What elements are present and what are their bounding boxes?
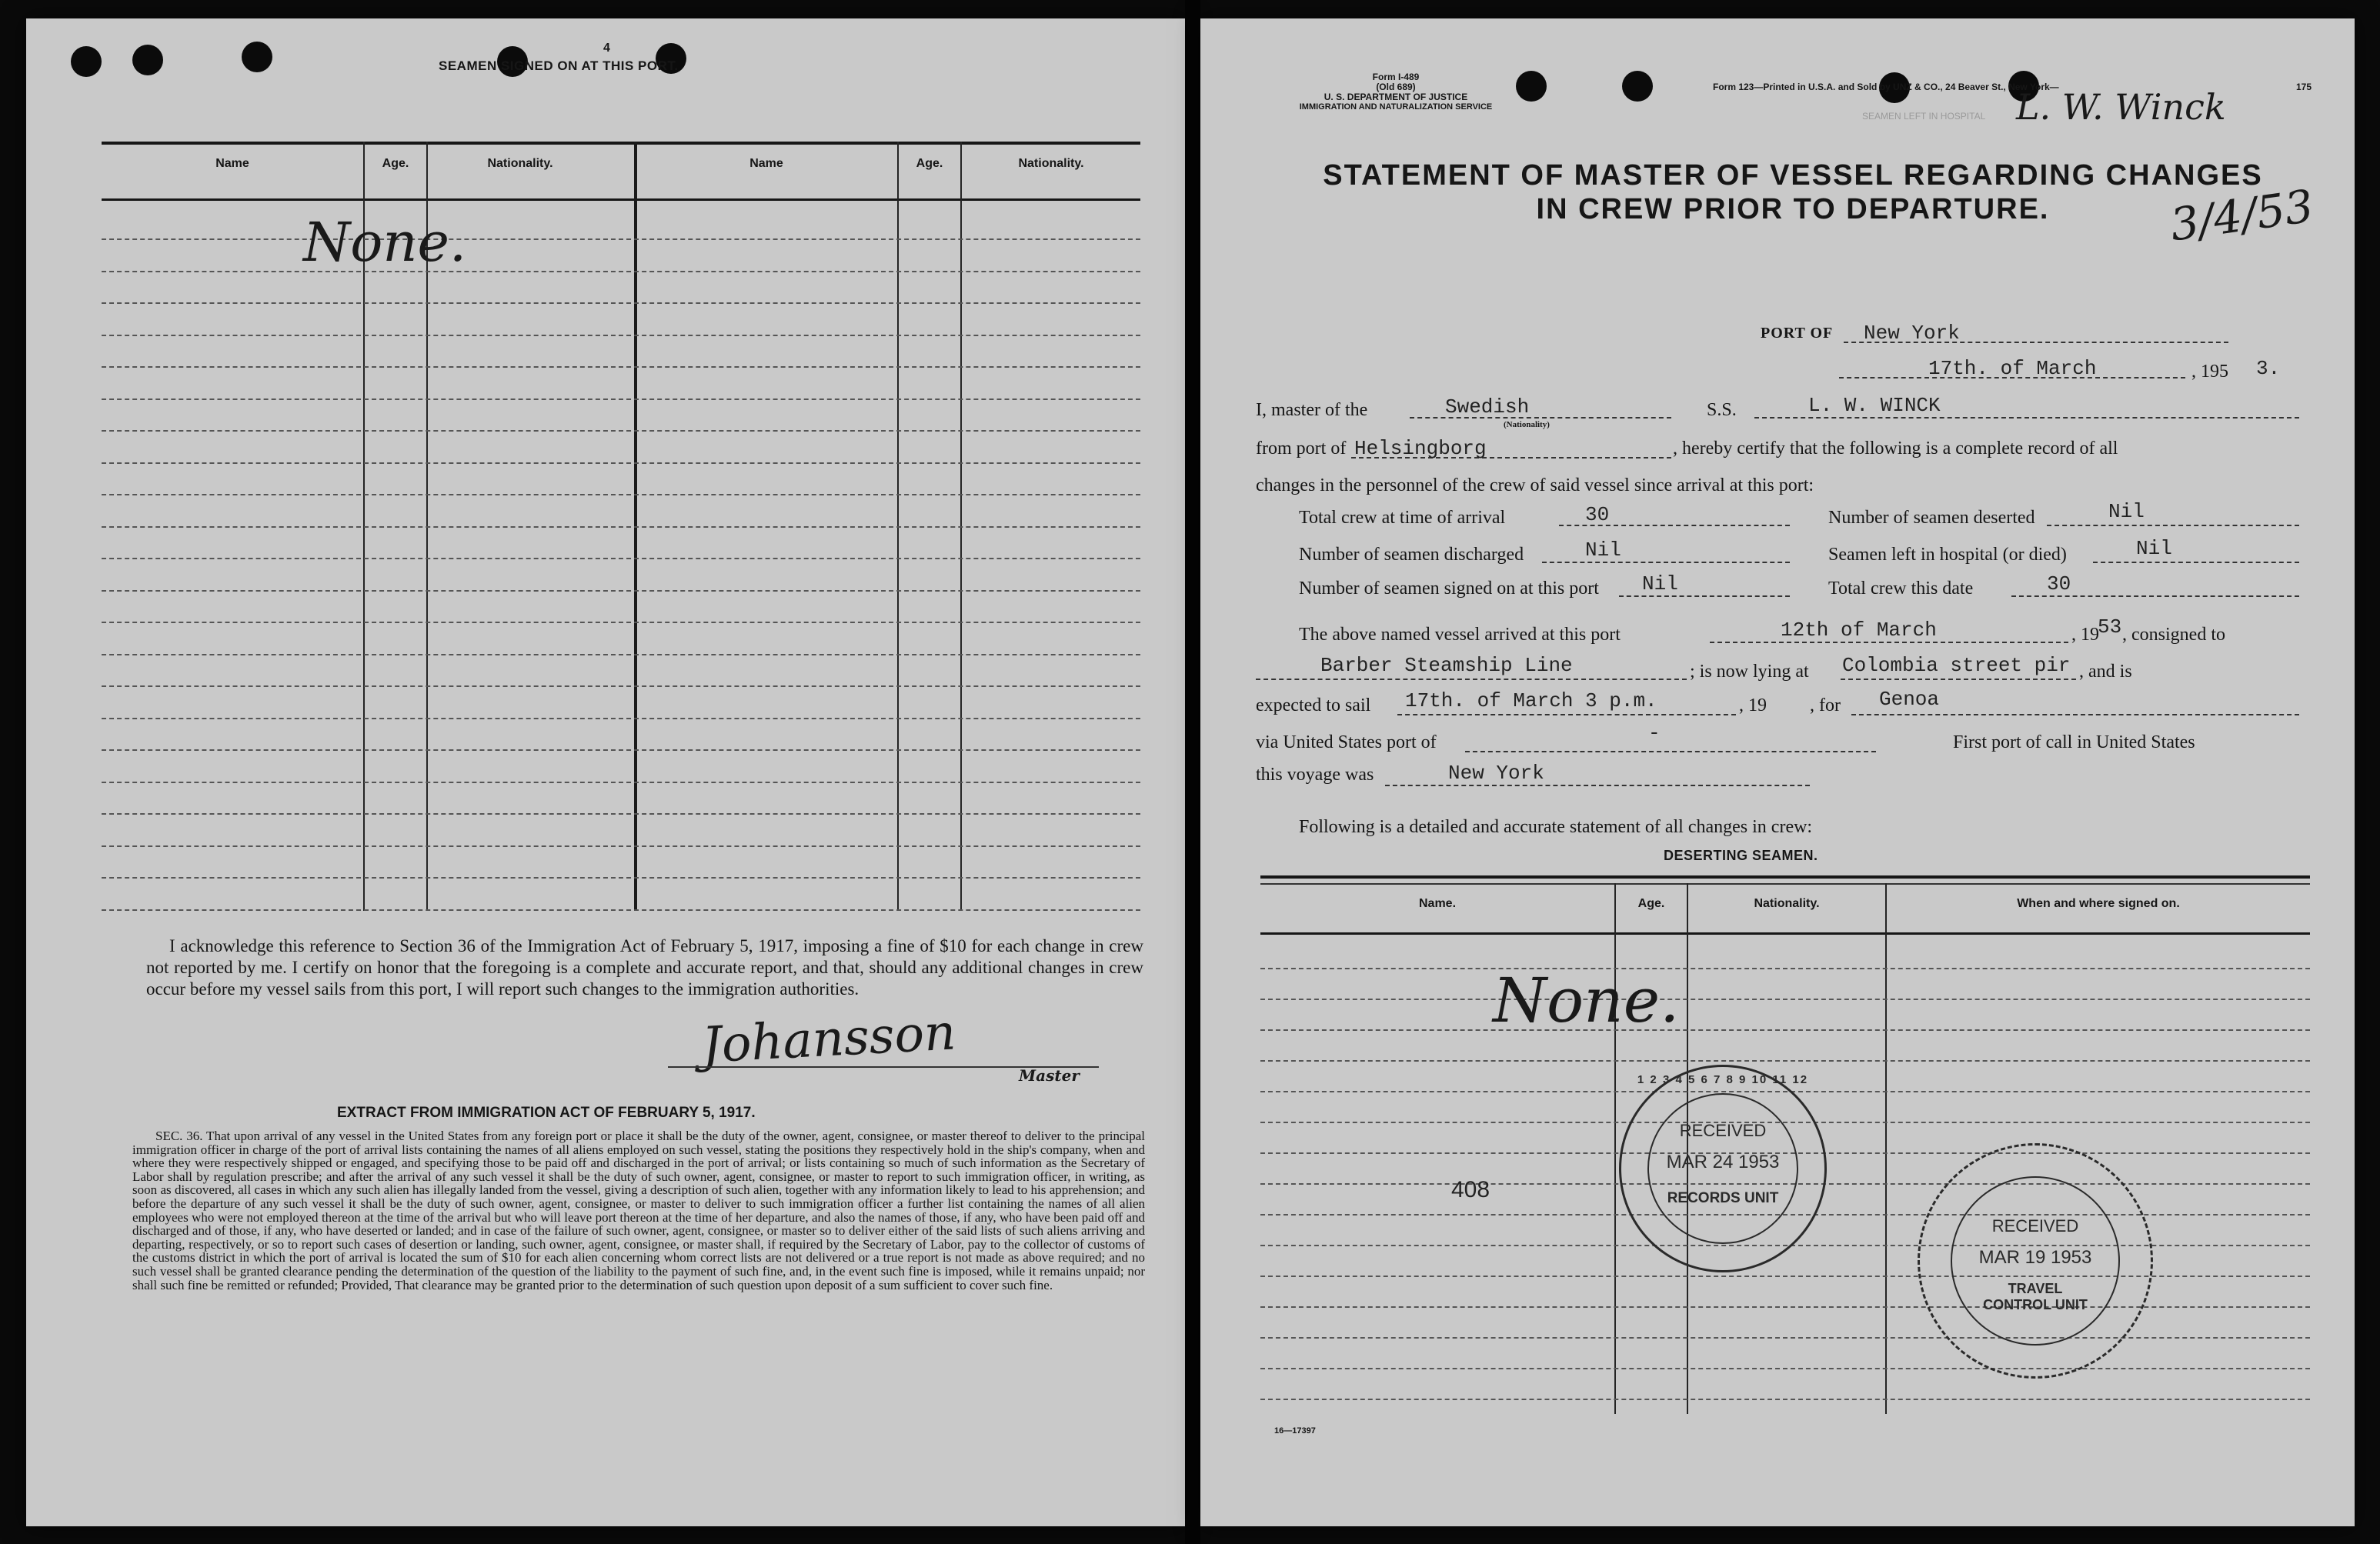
column-header: Age. [1637, 897, 1665, 910]
expected-field [1397, 714, 1736, 715]
ss-label: S.S. [1707, 400, 1737, 420]
total-arrival-value: 30 [1585, 503, 1610, 526]
table-row-rule [102, 526, 1140, 528]
port-label: PORT OF [1761, 325, 1834, 342]
table-row-rule [1260, 999, 2310, 1000]
via-value: - [1648, 722, 1661, 745]
handwritten-none-deserting: None. [1493, 965, 1680, 1036]
via-label: via United States port of [1256, 732, 1437, 752]
master-of-label: I, master of the [1256, 400, 1368, 420]
stamp-unit: TRAVEL CONTROL UNIT [1983, 1281, 2088, 1312]
for-field [1851, 714, 2299, 715]
table-row-rule [102, 430, 1140, 432]
column-header: Age. [382, 157, 409, 170]
master-signature: Johansson [700, 1004, 957, 1075]
discharged-field [1542, 562, 1790, 563]
table-row-rule [102, 909, 1140, 911]
extract-title: EXTRACT FROM IMMIGRATION ACT OF FEBRUARY 5, 1917. [337, 1105, 756, 1121]
punch-hole [1622, 71, 1653, 102]
table-row-rule [102, 718, 1140, 719]
faint-background-text: SEAMEN LEFT IN HOSPITAL [1862, 111, 1986, 122]
consigned-label: , consigned to [2122, 625, 2225, 645]
number-408: 408 [1451, 1177, 1490, 1202]
page-number: 4 [603, 42, 610, 55]
port-value: New York [1864, 322, 1960, 345]
department-name: U. S. DEPARTMENT OF JUSTICE [1324, 92, 1468, 102]
year-prefix: , 195 [2191, 362, 2228, 382]
deserted-field [2047, 525, 2299, 526]
discharged-label: Number of seamen discharged [1299, 545, 1524, 565]
arrived-year-value: 53 [2098, 615, 2122, 639]
form-old-number: (Old 689) [1376, 82, 1416, 92]
table-row-rule [1260, 968, 2310, 969]
certify-text: , hereby certify that the following is a complete record of all [1673, 439, 2118, 459]
printer-line: Form 123—Printed in U.S.A. and Sold by UNZ & CO., 24 Beaver St., New York— [1713, 82, 2059, 92]
form-number: Form I-489 [1372, 72, 1420, 82]
table-row-rule [102, 782, 1140, 783]
form-title-line-2: IN CREW PRIOR TO DEPARTURE. [1536, 193, 2050, 225]
form-header [1265, 72, 1527, 112]
table-row-rule [102, 622, 1140, 623]
book-spine [1185, 0, 1200, 1544]
signed-on-table [102, 142, 1140, 911]
changes-text: changes in the personnel of the crew of said vessel since arrival at this port: [1256, 475, 1814, 495]
stamp-received: RECEIVED [1991, 1216, 2079, 1236]
nationality-value: Swedish [1445, 395, 1530, 419]
signed-on-value: Nil [1642, 572, 1678, 595]
vessel-field [1754, 417, 2299, 419]
year-suffix: 3. [2256, 357, 2281, 380]
voyage-field [1385, 785, 1810, 786]
for-label: , for [1810, 695, 1841, 715]
printer-number: 175 [2296, 82, 2312, 92]
column-header: Name. [1418, 897, 1457, 910]
form-title [1254, 158, 2332, 226]
table-row-rule [102, 590, 1140, 592]
total-date-label: Total crew this date [1828, 579, 1974, 599]
footer-code: 16—17397 [1274, 1426, 1316, 1436]
table-row-rule [102, 238, 1140, 240]
from-port-label: from port of [1256, 439, 1347, 459]
section-title: SEAMEN SIGNED ON AT THIS PORT. [439, 58, 679, 73]
deserting-title: DESERTING SEAMEN. [1664, 848, 1818, 863]
column-header: Nationality. [1018, 157, 1084, 170]
lying-label: ; is now lying at [1690, 662, 1809, 682]
signed-on-label: Number of seamen signed on at this port [1299, 579, 1599, 599]
expected-value: 17th. of March 3 p.m. [1405, 689, 1657, 712]
arrived-year-label: , 19 [2071, 625, 2099, 645]
discharged-value: Nil [1585, 539, 1621, 562]
hospital-field [2093, 562, 2299, 563]
column-header: Name [215, 157, 249, 170]
total-date-value: 30 [2047, 572, 2071, 595]
service-name: IMMIGRATION AND NATURALIZATION SERVICE [1299, 102, 1493, 112]
following-text: Following is a detailed and accurate statement of all changes in crew: [1299, 817, 1813, 837]
hospital-label: Seamen left in hospital (or died) [1828, 545, 2067, 565]
stamp-date: MAR 24 1953 [1666, 1152, 1780, 1172]
table-row-rule [1260, 1368, 2310, 1369]
column-header: Age. [916, 157, 943, 170]
stamp-unit: RECORDS UNIT [1667, 1190, 1779, 1206]
left-page [26, 18, 1185, 1526]
column-header: Nationality. [487, 157, 553, 170]
table-row-rule [102, 302, 1140, 304]
table-row-rule [1260, 1276, 2310, 1277]
punch-hole [132, 45, 163, 75]
date-value: 17th. of March [1928, 357, 2097, 380]
first-port-label: First port of call in United States [1953, 732, 2195, 752]
table-row-rule [102, 399, 1140, 400]
total-arrival-label: Total crew at time of arrival [1299, 508, 1506, 528]
column-header: Name [749, 157, 783, 170]
stamp-ring-numbers: 1 2 3 4 5 6 7 8 9 10 11 12 [1637, 1073, 1809, 1086]
received-travel-control-stamp [1918, 1143, 2153, 1379]
punch-hole [71, 46, 102, 77]
signed-on-field [1619, 595, 1790, 597]
total-date-field [2011, 595, 2299, 597]
consignee-field [1256, 679, 1687, 680]
received-records-unit-stamp [1619, 1065, 1827, 1272]
arrived-field [1710, 642, 2068, 643]
lying-field [1841, 679, 2076, 680]
from-port-value: Helsingborg [1354, 437, 1487, 460]
table-row-rule [102, 366, 1140, 368]
consignee-value: Barber Steamship Line [1320, 654, 1573, 677]
punch-hole [242, 42, 272, 72]
handwritten-none: None. [303, 211, 467, 274]
vessel-name: L. W. WINCK [1808, 394, 1941, 417]
hospital-value: Nil [2136, 537, 2172, 560]
voyage-label: this voyage was [1256, 765, 1374, 785]
extract-text: SEC. 36. That upon arrival of any vessel in the United States from any foreign port or place it shall be the duty of the owner, agent, consignee, or master thereof to deliver to the principal immigration officer in charge of the port of arrival lists containing the names of all aliens employed on such vessel, stating the positions they respectively hold in the ship's company, when and where they were respectively shipped or engaged, and specifying those to be paid off and discharged in the port of arrival; or lists containing so much of such information as the Secretary of Labor shall by regulation prescribe; and after the arrival of any such vessel it shall be the duty of such owner, agent, consignee, or master to report to such immigration officer, in writing, as soon as discovered, all cases in which any such alien has illegally landed from the vessel, giving a description of such alien, together with any information likely to lead to his apprehension; and before the departure of any such vessel it shall be the duty of such owner, agent, consignee, or master to deliver to such immigration officer a further list containing the names of all alien employees who were not employed thereon at the time of the arrival but who will leave port thereon at the time of her departure, and also the names of those, if any, who have been paid off and discharged and of those, if any, who have deserted or landed; and in case of the failure of such owner, agent, consignee, or master so to deliver either of the said lists of such aliens arriving and departing, respectively, or so to report such cases of desertion or landing, such owner, agent, consignee, or master shall, if required by the Secretary of Labor, pay to the collector of customs of the customs district in which the port of arrival is located the sum of $10 for each alien concerning whom correct lists are not delivered or a true report is not made as above required; and no such vessel shall be granted clearance pending the determination of the question of the liability to the payment of such fine, and, in the event such fine is imposed, while it remains unpaid; nor shall such fine be remitted or refunded; Provided, That clearance may be granted prior to the determination of such question upon deposit of a sum sufficient to cover such fine. [132, 1129, 1145, 1292]
handwritten-date: 3/4/53 [2167, 179, 2317, 252]
deserted-label: Number of seamen deserted [1828, 508, 2035, 528]
table-row-rule [102, 685, 1140, 687]
for-value: Genoa [1879, 688, 1940, 711]
table-row-rule [102, 813, 1140, 815]
acknowledgement-text: I acknowledge this reference to Section 36 of the Immigration Act of February 5, 1917, imposing a fine of $10 for each change in crew not reported by me. I certify on honor that the foregoing is a complete and accurate report, and that, should any additional changes in crew occur before my vessel sails from this port, I will report such changes to the immigration authorities. [146, 936, 1143, 999]
stamp-received: RECEIVED [1679, 1121, 1767, 1140]
table-row-rule [102, 271, 1140, 272]
table-row-rule [102, 558, 1140, 559]
table-row-rule [1260, 1306, 2310, 1308]
table-row-rule [1260, 1337, 2310, 1339]
table-row-rule [1260, 1029, 2310, 1031]
lying-value: Colombia street pir [1842, 654, 2071, 677]
deserted-value: Nil [2108, 500, 2145, 523]
table-row-rule [102, 494, 1140, 495]
signature-label: Master [1019, 1066, 1080, 1085]
stamp-date: MAR 19 1953 [1978, 1247, 2092, 1268]
table-row-rule [1260, 1060, 2310, 1062]
column-header: When and where signed on. [2017, 897, 2180, 910]
right-page [1200, 18, 2355, 1526]
voyage-value: New York [1448, 762, 1544, 785]
expected-label: expected to sail [1256, 695, 1371, 715]
table-row-rule [102, 845, 1140, 847]
via-field [1465, 751, 1876, 752]
form-title-line-1: STATEMENT OF MASTER OF VESSEL REGARDING CHANGES [1323, 159, 2263, 192]
table-row-rule [102, 877, 1140, 879]
arrived-label: The above named vessel arrived at this port [1299, 625, 1621, 645]
table-row-rule [102, 462, 1140, 464]
and-is-label: , and is [2079, 662, 2132, 682]
table-row-rule [102, 654, 1140, 655]
handwritten-vessel-name: L. W. Winck [2016, 86, 2226, 128]
table-row-rule [102, 335, 1140, 336]
column-header: Nationality. [1754, 897, 1820, 910]
table-row-rule [1260, 1399, 2310, 1400]
expected-year-label: , 19 [1739, 695, 1767, 715]
arrived-value: 12th of March [1781, 619, 1937, 642]
table-row-rule [102, 749, 1140, 751]
nationality-caption: (Nationality) [1504, 420, 1550, 429]
